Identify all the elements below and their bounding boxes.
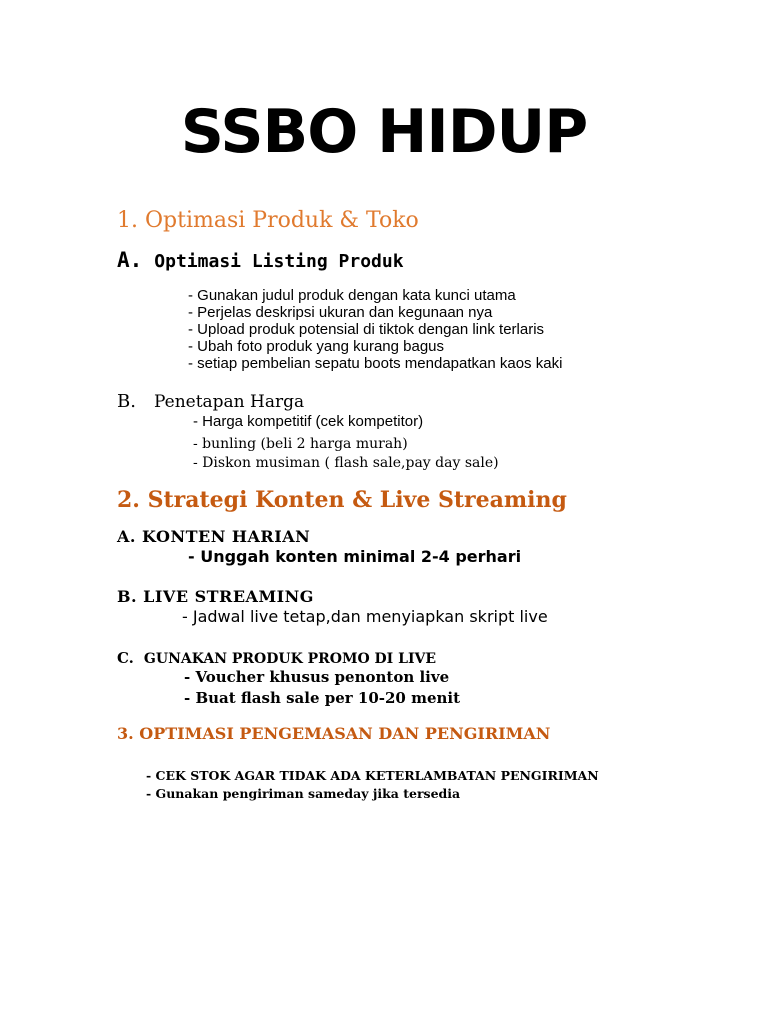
list-item: - Voucher khusus penonton live [184, 668, 450, 686]
section-1b-heading [117, 390, 304, 414]
section-2-heading: 2. Strategi Konten & Live Streaming [117, 487, 567, 513]
list-item: - Jadwal live tetap,dan menyiapkan skript live [182, 607, 548, 626]
list-item: - bunling (beli 2 harga murah) [193, 436, 408, 452]
section-1b-letter: B. [117, 391, 136, 412]
list-item: - Perjelas deskripsi ukuran dan kegunaan nya [188, 304, 493, 321]
list-item: - setiap pembelian sepatu boots mendapatkan kaos kaki [188, 355, 563, 372]
section-1a-list [188, 287, 562, 372]
section-1b-label: Penetapan Harga [153, 392, 305, 412]
list-item: - Unggah konten minimal 2-4 perhari [188, 547, 522, 566]
list-item: - Gunakan pengiriman sameday jika tersedia [146, 786, 461, 801]
section-2a-heading: A. KONTEN HARIAN [117, 527, 311, 546]
list-item: - Upload produk potensial di tiktok dengan link terlaris [188, 321, 545, 338]
list-item: - Diskon musiman ( flash sale,pay day sale) [193, 455, 499, 471]
section-2c-label: GUNAKAN PRODUK PROMO DI LIVE [143, 651, 437, 667]
section-1a-heading [117, 246, 404, 276]
section-2c-heading [117, 648, 436, 669]
document-title: SSBO HIDUP [180, 97, 588, 167]
list-item: - Ubah foto produk yang kurang bagus [188, 338, 445, 355]
list-item: - Gunakan judul produk dengan kata kunci utama [188, 287, 516, 304]
section-2b-heading: B. LIVE STREAMING [117, 587, 314, 606]
section-1a-label: Optimasi Listing Produk [154, 251, 404, 272]
section-2c-letter: C. [117, 649, 134, 667]
list-item: - Harga kompetitif (cek kompetitor) [193, 413, 424, 430]
list-item: - CEK STOK AGAR TIDAK ADA KETERLAMBATAN PENGIRIMAN [146, 768, 599, 783]
section-1a-letter: A. [117, 248, 143, 272]
section-3-heading: 3. OPTIMASI PENGEMASAN DAN PENGIRIMAN [117, 724, 551, 743]
section-1-heading: 1. Optimasi Produk & Toko [117, 208, 419, 233]
list-item: - Buat flash sale per 10-20 menit [184, 689, 461, 707]
